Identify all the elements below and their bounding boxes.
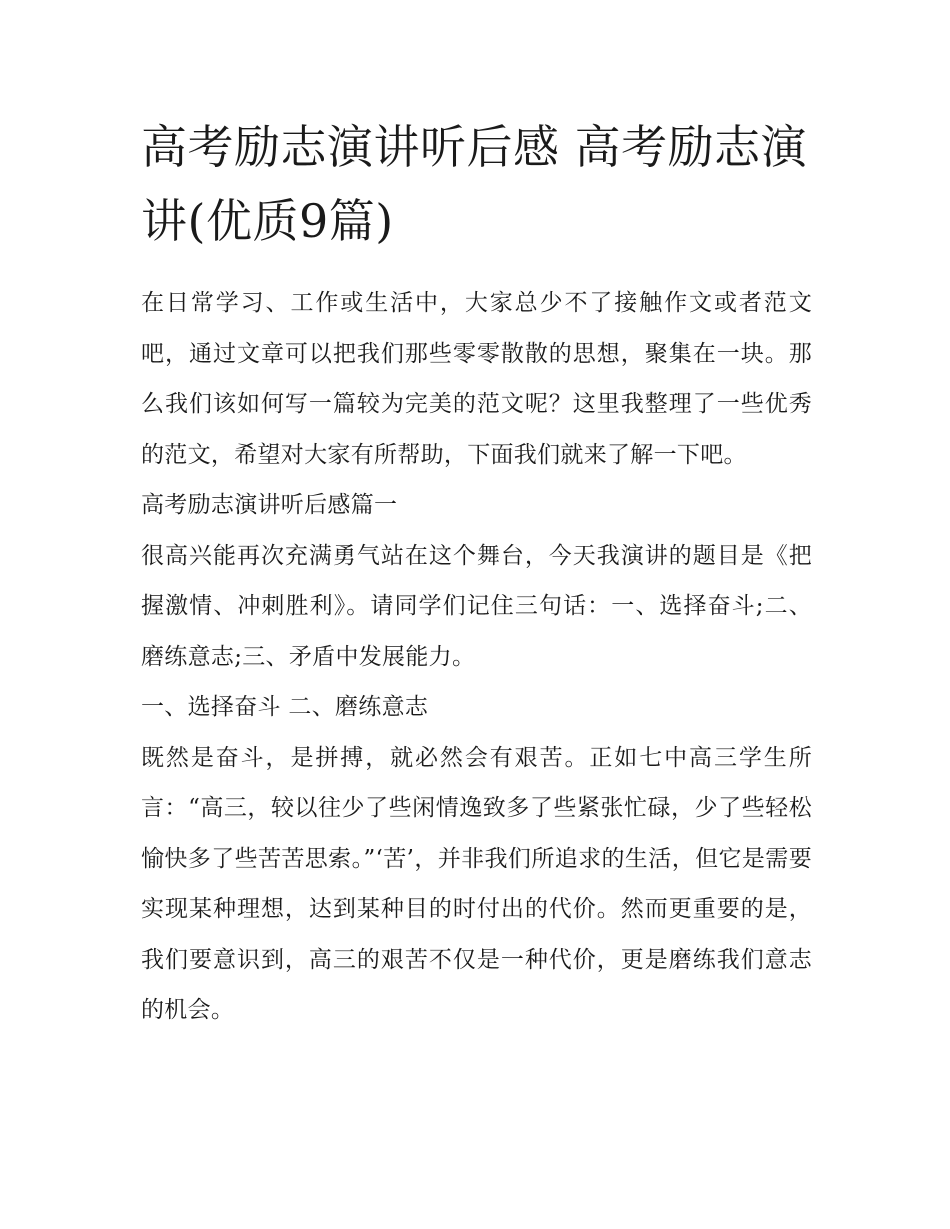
document-title: 高考励志演讲听后感 高考励志演讲(优质9篇) (141, 120, 808, 248)
intro-paragraph: 在日常学习、工作或生活中，大家总少不了接触作文或者范文吧，通过文章可以把我们那些零零散散的思想，聚集在一块。那么我们该如何写一篇较为完美的范文呢？这里我整理了一些优秀的范文，希望对大家有所帮助，下面我们就来了解一下吧。 (141, 290, 812, 468)
body-paragraph: 既然是奋斗，是拼搏，就必然会有艰苦。正如七中高三学生所言：“高三，较以往少了些闲情逸致多了些紧张忙碌，少了些轻松愉快多了些苦苦思索。”‘苦’，并非我们所追求的生活，但它是需要实现某种理想，达到某种目的时付出的代价。然而更重要的是，我们要意识到，高三的艰苦不仅是一种代价，更是磨练我们意志的机会。 (141, 744, 812, 1023)
subheading-line: 一、选择奋斗 二、磨练意志 (141, 694, 429, 720)
section-heading: 高考励志演讲听后感篇一 (141, 492, 398, 518)
body-paragraph: 很高兴能再次充满勇气站在这个舞台，今天我演讲的题目是《把握激情、冲刺胜利》。请同学们记住三句话：一、选择奋斗;二、磨练意志;三、矛盾中发展能力。 (141, 542, 812, 670)
